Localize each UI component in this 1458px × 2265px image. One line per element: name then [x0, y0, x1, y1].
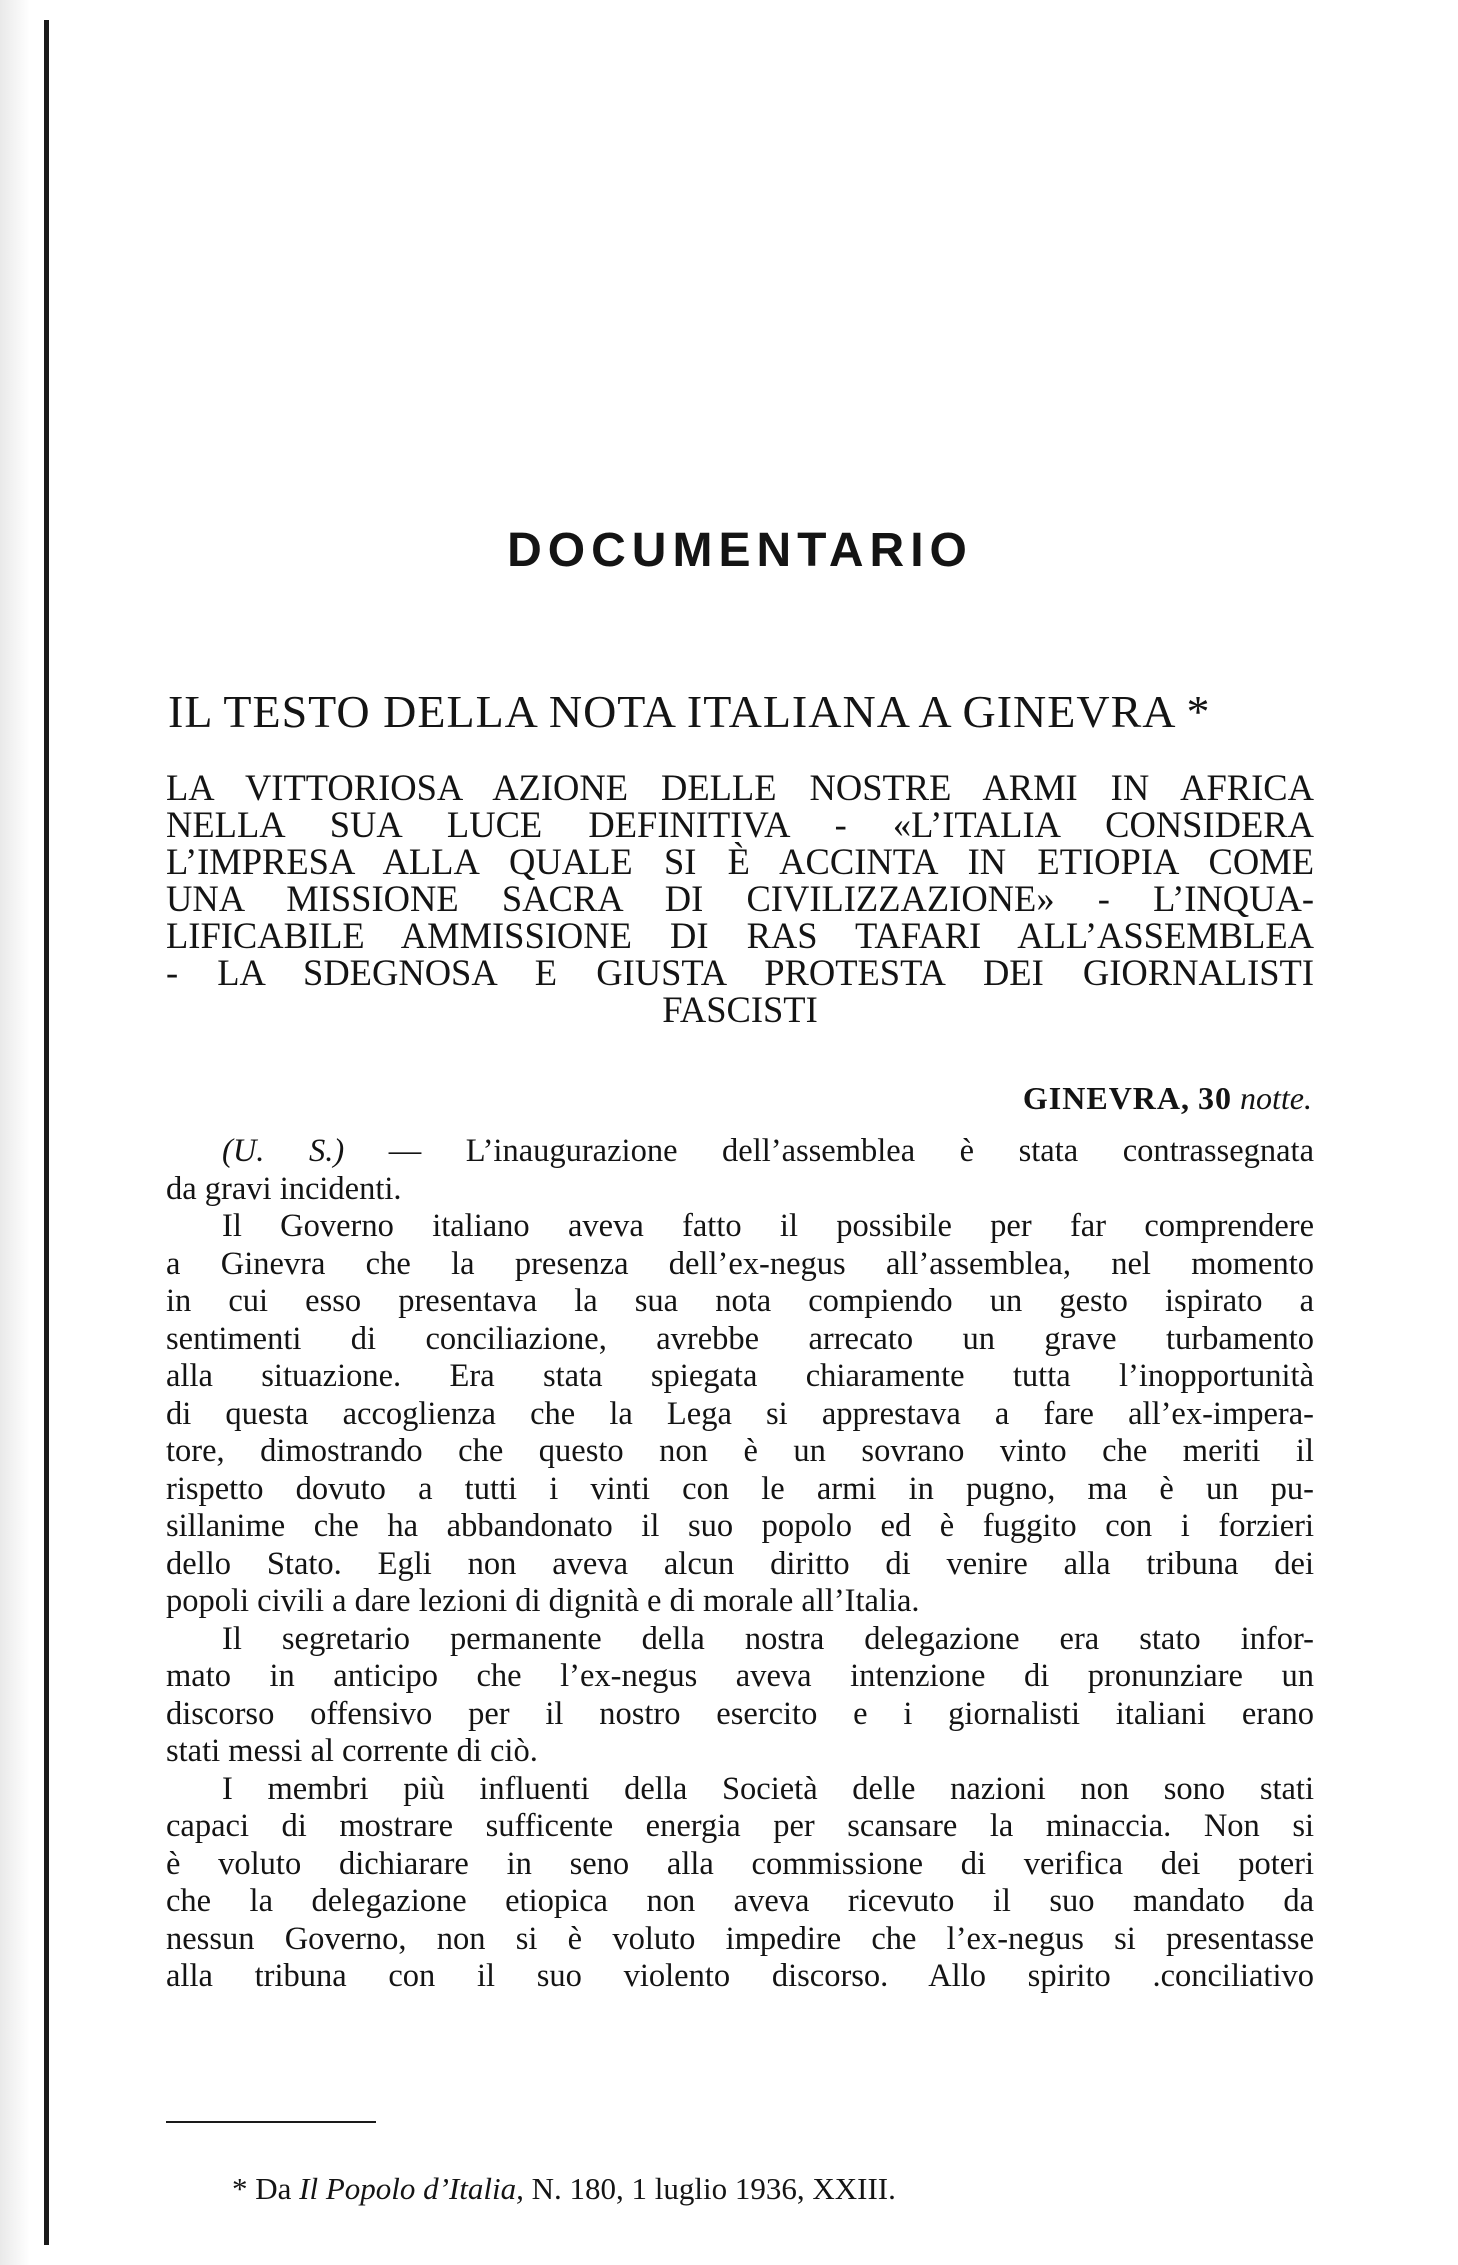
footnote-publication: Il Popolo d’Italia,: [299, 2171, 524, 2206]
binding-edge-line: [44, 20, 49, 2245]
body-line: a Ginevra che la presenza dell’ex-negus all’assemblea, nel momento: [166, 1245, 1314, 1282]
article-title-text: IL TESTO DELLA NOTA ITALIANA A GINEVRA: [168, 686, 1174, 737]
source-tag: (U. S.): [222, 1133, 345, 1169]
body-line: di questa accoglienza che la Lega si apprestava a fare all’ex-impera-: [166, 1395, 1314, 1432]
body-line-text: — L’inaugurazione dell’assemblea è stata contrassegnata: [388, 1133, 1315, 1169]
body-line: mato in anticipo che l’ex-negus aveva intenzione di pronunziare un: [166, 1658, 1314, 1694]
dateline-time: notte.: [1240, 1080, 1312, 1116]
footnote: [232, 2171, 896, 2207]
body-line: che la delegazione etiopica non aveva ricevuto il suo mandato da: [166, 1883, 1314, 1919]
footnote-rule: [166, 2121, 376, 2123]
body-line: Il segretario permanente della nostra delegazione era stato infor-: [222, 1620, 1314, 1657]
body-line: capaci di mostrare sufficente energia per scansare la minaccia. Non si: [166, 1808, 1314, 1844]
body-line: da gravi incidenti.: [166, 1170, 402, 1207]
body-line: è voluto dichiarare in seno alla commissione di verifica dei poteri: [166, 1845, 1314, 1882]
subtitle-line: LA VITTORIOSA AZIONE DELLE NOSTRE ARMI IN AFRICA: [166, 767, 1314, 808]
page-edge-shadow: [0, 0, 38, 2265]
dateline-day: 30: [1198, 1080, 1233, 1116]
body-line: tore, dimostrando che questo non è un sovrano vinto che meriti il: [166, 1433, 1314, 1469]
body-line: rispetto dovuto a tutti i vinti con le armi in pugno, ma è un pu-: [166, 1470, 1314, 1507]
article-title: [168, 685, 1316, 738]
subtitle-line: - LA SDEGNOSA E GIUSTA PROTESTA DEI GIORNALISTI: [166, 952, 1314, 993]
subtitle-line: UNA MISSIONE SACRA DI CIVILIZZAZIONE» - L’INQUA-: [166, 878, 1314, 919]
subtitle-line: FASCISTI: [662, 989, 818, 1030]
body-line: dello Stato. Egli non aveva alcun diritto di venire alla tribuna dei: [166, 1545, 1314, 1582]
subtitle-line: LIFICABILE AMMISSIONE DI RAS TAFARI ALL’ASSEMBLEA: [166, 915, 1314, 956]
body-line: alla tribuna con il suo violento discorso. Allo spirito .conciliativo: [166, 1958, 1314, 1994]
body-line: sillanime che ha abbandonato il suo popolo ed è fuggito con i forzieri: [166, 1508, 1314, 1544]
footnote-prefix: Da: [255, 2171, 292, 2206]
body-line: nessun Governo, non si è voluto impedire che l’ex-negus si presentasse: [166, 1920, 1314, 1957]
section-heading: DOCUMENTARIO: [507, 524, 973, 577]
article-body: [166, 1133, 1314, 1996]
document-page: [166, 0, 1314, 2265]
dateline-place: GINEVRA,: [1022, 1080, 1191, 1116]
body-line: I membri più influenti della Società delle nazioni non sono stati: [222, 1770, 1314, 1807]
body-line: [166, 1133, 1314, 1171]
footnote-marker: *: [1186, 686, 1211, 737]
article-subtitle: [166, 769, 1314, 1028]
footnote-marker: *: [232, 2171, 248, 2206]
body-line: stati messi al corrente di ciò.: [166, 1733, 538, 1769]
body-line: Il Governo italiano aveva fatto il possibile per far comprendere: [222, 1208, 1314, 1244]
body-line: alla situazione. Era stata spiegata chiaramente tutta l’inopportunità: [166, 1358, 1314, 1394]
body-line: in cui esso presentava la sua nota compiendo un gesto ispirato a: [166, 1283, 1314, 1319]
body-line: sentimenti di conciliazione, avrebbe arrecato un grave turbamento: [166, 1320, 1314, 1357]
subtitle-line: NELLA SUA LUCE DEFINITIVA - «L’ITALIA CONSIDERA: [166, 804, 1314, 845]
body-line: popoli civili a dare lezioni di dignità e di morale all’Italia.: [166, 1583, 920, 1619]
body-line: discorso offensivo per il nostro esercito e i giornalisti italiani erano: [166, 1695, 1314, 1732]
dateline: [1023, 1080, 1312, 1117]
subtitle-line: L’IMPRESA ALLA QUALE SI È ACCINTA IN ETIOPIA COME: [166, 841, 1314, 882]
footnote-details: N. 180, 1 luglio 1936, XXIII.: [531, 2171, 896, 2206]
